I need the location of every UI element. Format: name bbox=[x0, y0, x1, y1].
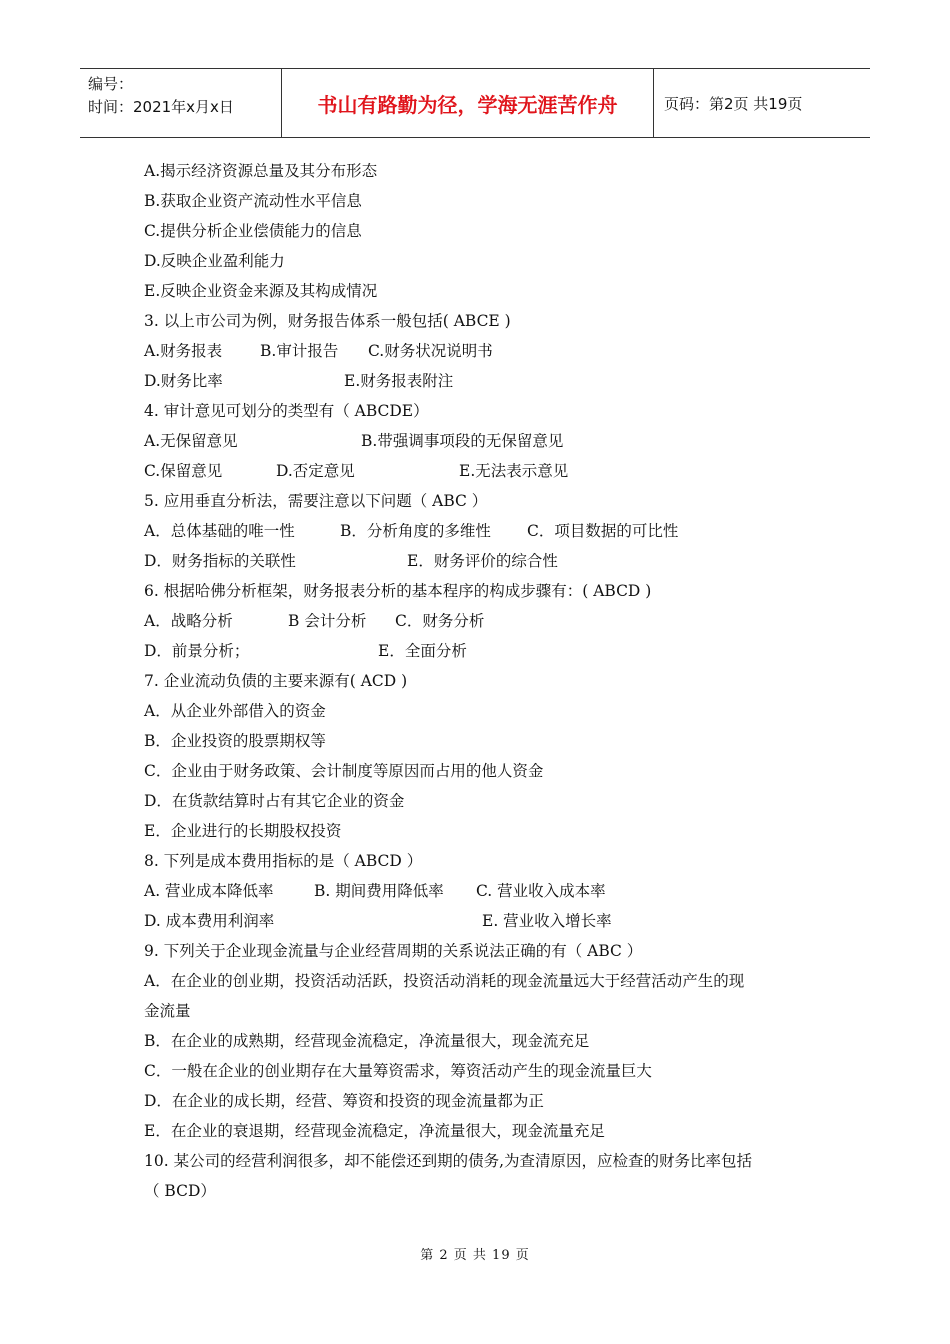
text-segment: E．在企业的衰退期，经营现金流稳定，净流量很大，现金流量充足 bbox=[144, 1122, 605, 1140]
text-segment: A.财务报表 bbox=[144, 342, 223, 360]
text-segment: 10. 某公司的经营利润很多，却不能偿还到期的债务,为查清原因，应检查的财务比率包括 bbox=[144, 1152, 753, 1170]
text-segment: C.财务状况说明书 bbox=[368, 342, 493, 360]
text-segment: E．财务评价的综合性 bbox=[407, 552, 558, 570]
text-segment: D．在企业的成长期，经营、筹资和投资的现金流量都为正 bbox=[144, 1092, 544, 1110]
text-line bbox=[144, 276, 804, 306]
text-line bbox=[144, 786, 804, 816]
text-segment: B.获取企业资产流动性水平信息 bbox=[144, 192, 362, 210]
text-line bbox=[144, 936, 804, 966]
text-line bbox=[144, 816, 804, 846]
text-line bbox=[144, 306, 804, 336]
text-segment: B．分析角度的多维性 bbox=[340, 522, 491, 540]
text-segment: E．企业进行的长期股权投资 bbox=[144, 822, 342, 840]
page-header bbox=[80, 68, 870, 138]
text-segment: 4. 审计意见可划分的类型有（ ABCDE） bbox=[144, 402, 429, 420]
text-segment: D.否定意见 bbox=[276, 462, 355, 480]
text-segment: C. 营业收入成本率 bbox=[476, 882, 606, 900]
text-line bbox=[144, 456, 804, 486]
text-line bbox=[144, 1026, 804, 1056]
text-segment: C.提供分析企业偿债能力的信息 bbox=[144, 222, 362, 240]
text-line bbox=[144, 876, 804, 906]
text-segment: C.保留意见 bbox=[144, 462, 223, 480]
text-segment: D．财务指标的关联性 bbox=[144, 552, 296, 570]
text-segment: B. 期间费用降低率 bbox=[314, 882, 444, 900]
text-segment: 8. 下列是成本费用指标的是（ ABCD ） bbox=[144, 852, 423, 870]
text-line bbox=[144, 846, 804, 876]
text-segment: E．全面分析 bbox=[378, 642, 467, 660]
text-line bbox=[144, 486, 804, 516]
text-segment: E.财务报表附注 bbox=[344, 372, 454, 390]
number-label: 编号： bbox=[88, 75, 134, 93]
text-segment: 6. 根据哈佛分析框架，财务报表分析的基本程序的构成步骤有：( ABCD ) bbox=[144, 582, 652, 600]
text-line bbox=[144, 1146, 804, 1176]
text-segment: C．企业由于财务政策、会计制度等原因而占用的他人资金 bbox=[144, 762, 544, 780]
text-segment: D.反映企业盈利能力 bbox=[144, 252, 285, 270]
text-segment: E.反映企业资金来源及其构成情况 bbox=[144, 282, 378, 300]
text-line bbox=[144, 516, 804, 546]
text-line bbox=[144, 1056, 804, 1086]
text-line bbox=[144, 696, 804, 726]
header-meta bbox=[80, 69, 282, 137]
text-segment: A.无保留意见 bbox=[144, 432, 238, 450]
text-segment: A．总体基础的唯一性 bbox=[144, 522, 295, 540]
text-line bbox=[144, 1176, 804, 1206]
text-segment: B.审计报告 bbox=[260, 342, 339, 360]
text-line bbox=[144, 966, 804, 996]
text-segment: D．在货款结算时占有其它企业的资金 bbox=[144, 792, 405, 810]
text-segment: A. 营业成本降低率 bbox=[144, 882, 274, 900]
text-segment: A．从企业外部借入的资金 bbox=[144, 702, 326, 720]
text-segment: B．在企业的成熟期，经营现金流稳定，净流量很大，现金流充足 bbox=[144, 1032, 590, 1050]
text-line bbox=[144, 636, 804, 666]
text-line bbox=[144, 1116, 804, 1146]
text-segment: （ BCD） bbox=[144, 1182, 216, 1200]
text-line bbox=[144, 336, 804, 366]
text-segment: 金流量 bbox=[144, 1002, 191, 1020]
text-line bbox=[144, 396, 804, 426]
document-body bbox=[144, 156, 804, 1206]
text-segment: B.带强调事项段的无保留意见 bbox=[361, 432, 564, 450]
text-segment: D．前景分析； bbox=[144, 642, 250, 660]
text-line bbox=[144, 906, 804, 936]
text-line bbox=[144, 726, 804, 756]
text-segment: E.无法表示意见 bbox=[459, 462, 569, 480]
text-line bbox=[144, 366, 804, 396]
text-line bbox=[144, 156, 804, 186]
text-line bbox=[144, 186, 804, 216]
text-segment: D. 成本费用利润率 bbox=[144, 912, 275, 930]
text-segment: 5. 应用垂直分析法，需要注意以下问题（ ABC ） bbox=[144, 492, 488, 510]
text-line bbox=[144, 546, 804, 576]
text-line bbox=[144, 606, 804, 636]
text-segment: C．一般在企业的创业期存在大量筹资需求，筹资活动产生的现金流量巨大 bbox=[144, 1062, 652, 1080]
header-motto: 书山有路勤为径，学海无涯苦作舟 bbox=[282, 69, 654, 137]
text-segment: A．在企业的创业期，投资活动活跃，投资活动消耗的现金流量远大于经营活动产生的现 bbox=[144, 972, 745, 990]
text-segment: 3. 以上市公司为例，财务报告体系一般包括( ABCE ) bbox=[144, 312, 511, 330]
text-segment: D.财务比率 bbox=[144, 372, 223, 390]
text-segment: C．项目数据的可比性 bbox=[527, 522, 679, 540]
page-footer: 第 2 页 共 19 页 bbox=[420, 1248, 530, 1263]
text-line bbox=[144, 246, 804, 276]
text-line bbox=[144, 216, 804, 246]
text-segment: E. 营业收入增长率 bbox=[482, 912, 612, 930]
text-segment: B 会计分析 bbox=[288, 612, 367, 630]
header-page-info: 页码：第2页 共19页 bbox=[664, 94, 803, 113]
text-line bbox=[144, 756, 804, 786]
text-segment: A.揭示经济资源总量及其分布形态 bbox=[144, 162, 378, 180]
text-segment: A．战略分析 bbox=[144, 612, 233, 630]
text-line bbox=[144, 996, 804, 1026]
text-line bbox=[144, 576, 804, 606]
text-segment: 7. 企业流动负债的主要来源有( ACD ) bbox=[144, 672, 408, 690]
text-segment: C．财务分析 bbox=[395, 612, 485, 630]
time-label: 时间：2021年x月x日 bbox=[88, 98, 234, 116]
text-segment: B．企业投资的股票期权等 bbox=[144, 732, 326, 750]
text-line bbox=[144, 666, 804, 696]
text-line bbox=[144, 1086, 804, 1116]
text-segment: 9. 下列关于企业现金流量与企业经营周期的关系说法正确的有（ ABC ） bbox=[144, 942, 643, 960]
text-line bbox=[144, 426, 804, 456]
